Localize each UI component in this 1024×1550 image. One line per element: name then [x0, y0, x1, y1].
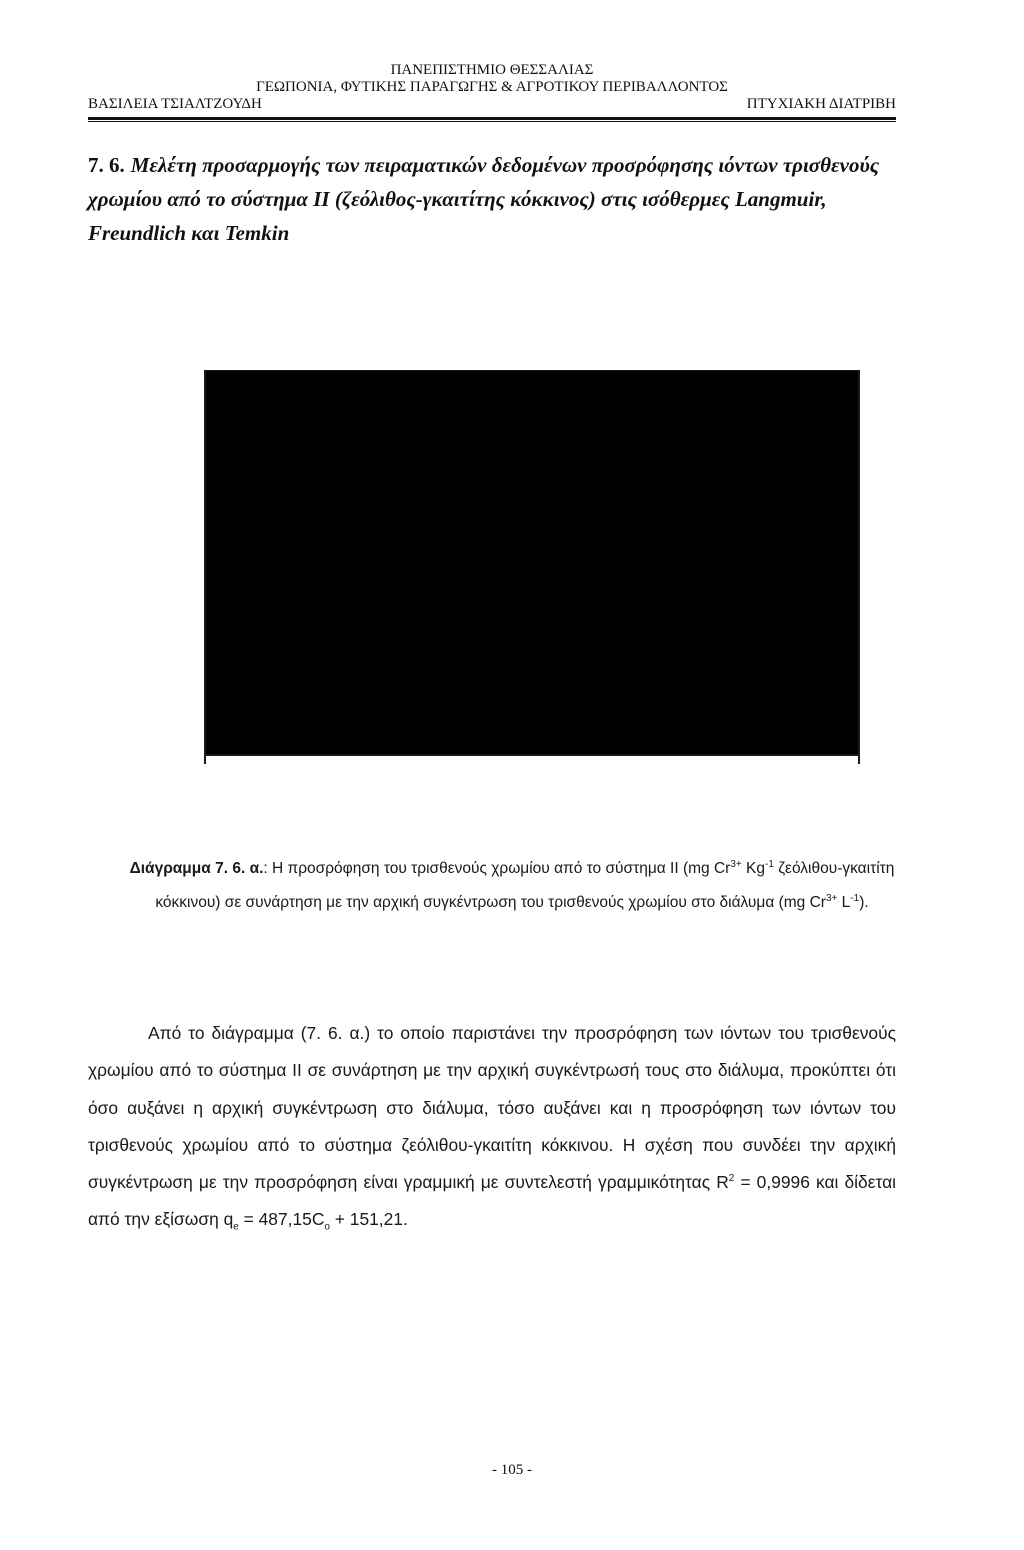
caption-sup-2: -1 — [765, 858, 774, 870]
header-doc-type: ΠΤΥΧΙΑΚΗ ΔΙΑΤΡΙΒΗ — [746, 96, 896, 112]
figure-placeholder — [204, 370, 860, 756]
body-sub-o: o — [324, 1221, 330, 1233]
caption-text-2: Kg — [741, 860, 765, 877]
figure-caption — [118, 852, 906, 920]
header-rule-thin — [88, 121, 896, 122]
body-text-4: + 151,21. — [329, 1209, 408, 1230]
caption-label: Διάγραμμα 7. 6. α. — [129, 860, 264, 877]
page-header — [88, 62, 896, 113]
caption-sup-3: 3+ — [825, 892, 838, 904]
caption-sup-4: -1 — [850, 892, 860, 904]
caption-text-3: ζεόλιθου-γκαιτίτη κόκκινου) σε συνάρτηση με την αρχική συγκέντρωση του τρισθενούς χρωμίου στο διάλυμα (mg Cr — [155, 860, 895, 911]
body-text-2: = 0,9996 και δίδεται από την εξίσωση q — [88, 1172, 896, 1230]
body-sup-r: 2 — [728, 1173, 735, 1185]
header-rule — [88, 117, 896, 120]
header-department: ΓΕΩΠΟΝΙΑ, ΦΥΤΙΚΗΣ ΠΑΡΑΓΩΓΗΣ & ΑΓΡΟΤΙΚΟΥ ΠΕΡΙΒΑΛΛΟΝΤΟΣ — [256, 79, 728, 95]
header-author: ΒΑΣΙΛΕΙΑ ΤΣΙΑΛΤΖΟΥΔΗ — [88, 96, 262, 112]
page-number: - 105 - — [492, 1462, 532, 1478]
body-text-3: = 487,15C — [238, 1209, 325, 1230]
body-sub-e: e — [233, 1221, 239, 1233]
header-university: ΠΑΝΕΠΙΣΤΗΜΙΟ ΘΕΣΣΑΛΙΑΣ — [390, 62, 594, 78]
caption-text-4: L — [837, 894, 851, 911]
body-text-1: Από το διάγραμμα (7. 6. α.) το οποίο παριστάνει την προσρόφηση των ιόντων του τρισθενούς χρωμίου από το σύστημα II σε συνάρτηση με την αρχική συγκέντρωσή τους στο διάλυμα, προκύπτει ότι όσο αυξάνει η αρχική συγκέντρωση στο διάλυμα, τόσο αυξάνει και η προσρόφηση των ιόντων του τρισθενούς χρωμίου από το σύστημα ζεόλιθου-γκαιτίτη κόκκινου. Η σχέση που συνδέει την αρχική συγκέντρωση με την προσρόφηση είναι γραμμική με συντελεστή γραμμικότητας R — [88, 1023, 896, 1193]
caption-sup-1: 3+ — [730, 858, 742, 870]
figure-tick-right — [858, 756, 860, 764]
section-heading — [88, 148, 903, 250]
caption-text-5: ). — [859, 894, 869, 911]
figure-tick-left — [204, 756, 206, 764]
section-title: Μελέτη προσαρμογής των πειραματικών δεδομένων προσρόφησης ιόντων τρισθενούς χρωμίου από το σύστημα II (ζεόλιθος-γκαιτίτης κόκκινος) στις ισόθερμες Langmuir, Freundlich και Temkin — [88, 153, 880, 245]
body-paragraph — [88, 1015, 896, 1239]
header-bottom-row — [88, 96, 896, 113]
section-number: 7. 6. — [88, 153, 125, 177]
caption-text-1: : Η προσρόφηση του τρισθενούς χρωμίου από το σύστημα II (mg Cr — [263, 860, 731, 877]
